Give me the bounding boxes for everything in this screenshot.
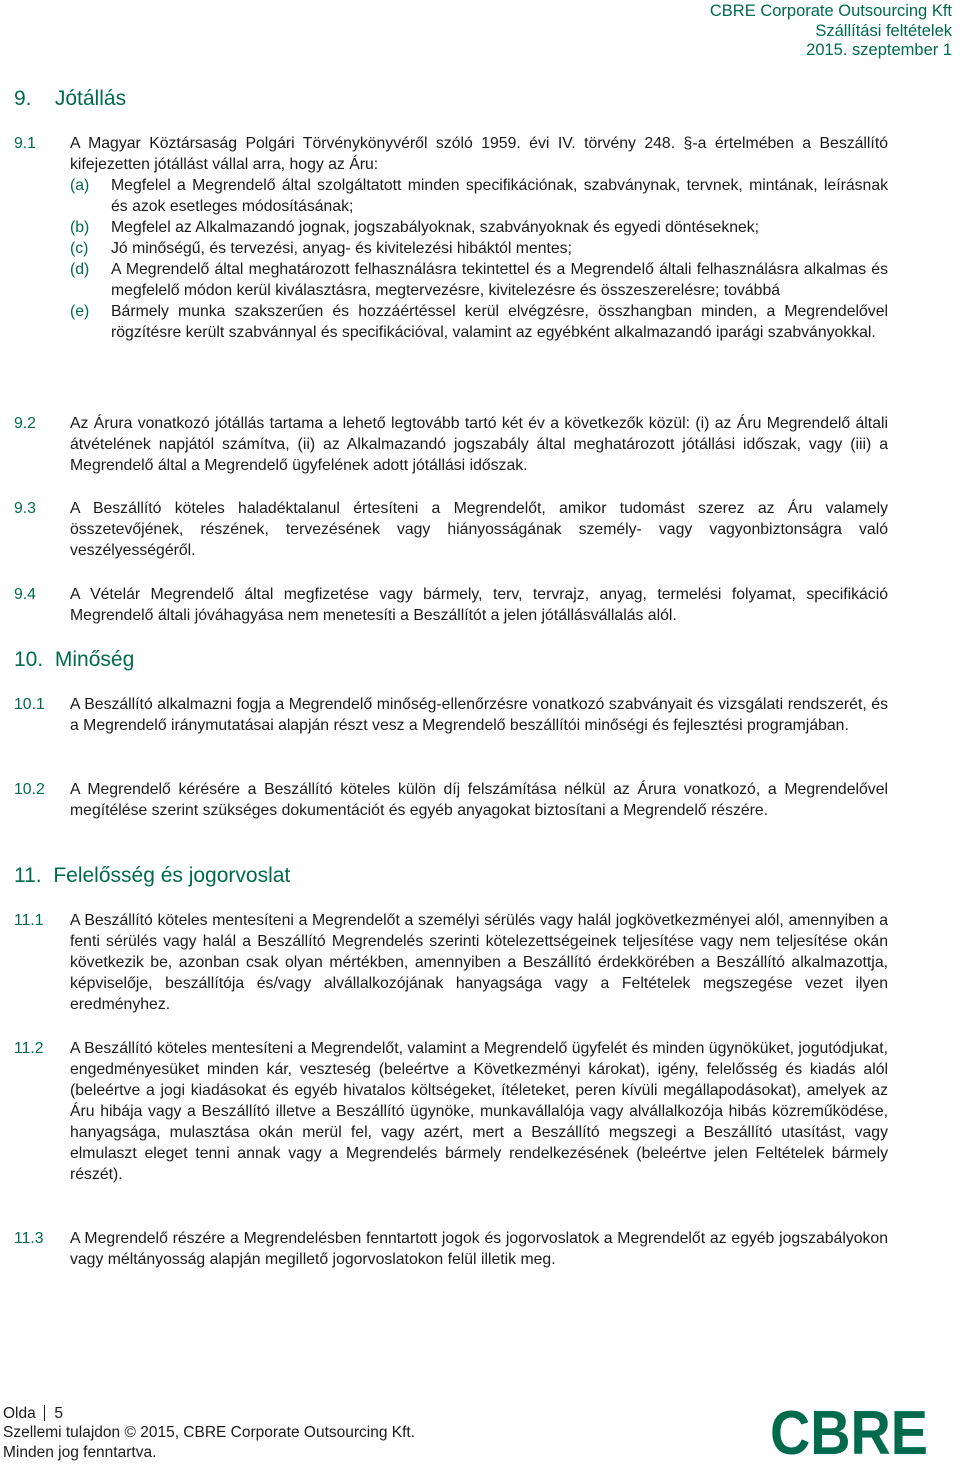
list-item — [14, 238, 888, 259]
clause-number: 9.1 — [14, 135, 36, 152]
copyright-text: Szellemi tulajdon © 2015, CBRE Corporate Outsourcing Kft. — [3, 1424, 416, 1441]
section-heading-9 — [14, 87, 126, 111]
clause-11-3 — [14, 1228, 888, 1270]
clause-number: 11.2 — [14, 1040, 44, 1057]
clause-9-4 — [14, 584, 888, 626]
clause-intro: A Magyar Köztársaság Polgári Törvénykönyvéről szóló 1959. évi IV. törvény 248. §-a értelmében a Beszállító kifejezetten jótállást vállal arra, hogy az Áru: — [70, 135, 888, 173]
list-label: (b) — [70, 219, 90, 236]
page-number: 5 — [54, 1404, 63, 1422]
section-number: 11. — [14, 864, 42, 887]
list-label: (d) — [70, 261, 90, 278]
list-item — [14, 259, 888, 301]
list-item — [14, 301, 888, 343]
clause-text: A Megrendelő részére a Megrendelésben fenntartott jogok és jogorvoslatok a Megrendelőt az egyéb jogszabályokon vagy méltányosság alapján megillető jogorvoslatokon felül illetik meg. — [70, 1230, 888, 1268]
clause-11-2 — [14, 1038, 888, 1185]
list-text: Megfelel az Alkalmazandó jognak, jogszabályoknak, szabványoknak és egyedi döntéseknek; — [111, 219, 760, 236]
page-number-line — [3, 1404, 415, 1424]
clause-10-1 — [14, 694, 888, 736]
section-number: 10. — [14, 648, 44, 671]
list-text: Jó minőségű, és tervezési, anyag- és kivitelezési hibáktól mentes; — [111, 240, 572, 257]
header-document-title: Szállítási feltételek — [815, 21, 952, 40]
clause-text: A Beszállító alkalmazni fogja a Megrendelő minőség-ellenőrzésre vonatkozó szabványait és vizsgálati rendszerét, és a Megrendelő iránymutatásai alapján részt vesz a Megrendelő beszállítói minőségi és fejlesztési programjában. — [70, 696, 888, 734]
page-label: Olda — [3, 1404, 36, 1422]
clause-text: Az Árura vonatkozó jótállás tartama a lehető legtovább tartó két év a következők közül: (i) az Áru Megrendelő általi átvételének napjától számítva, (ii) az Alkalmazandó jogszabály által meghatározott jótállási időszak, vagy (iii) a Megrendelő által a Megrendelő ügyfelének adott jótállási időszak. — [70, 415, 888, 474]
list-text: A Megrendelő által meghatározott felhasználásra tekintettel és a Megrendelő általi felhasználásra alkalmas és megfelelő módon kerül kiválasztásra, megtervezésre, kivitelezésre és összeszerelésre; továbbá — [111, 261, 888, 299]
clause-number: 11.3 — [14, 1230, 44, 1247]
header-date: 2015. szeptember 1 — [806, 41, 952, 59]
cbre-logo — [770, 1400, 930, 1465]
section-title: Minőség — [54, 648, 135, 671]
clause-number: 9.2 — [14, 415, 36, 432]
list-label: (e) — [70, 303, 90, 320]
clause-number: 10.1 — [14, 696, 45, 713]
clause-9-3 — [14, 498, 888, 561]
clause-text: A Vételár Megrendelő által megfizetése vagy bármely, terv, tervrajz, anyag, termelési folyamat, specifikáció Megrendelő általi jóváhagyása nem menetesíti a Beszállítót a jelen jótállásvállalás alól. — [70, 586, 888, 624]
clause-text: A Beszállító köteles mentesíteni a Megrendelőt a személyi sérülés vagy halál jogkövetkezményei alól, amennyiben a fenti sérülés vagy halál a Beszállító Megrendelés szerinti kötelezettségeinek teljesítése vagy nem teljesítése okán következik be, azonban csak olyan mértékben, amennyiben a Beszállító érdekkörében a Beszállító alkalmazottja, képviselője, beszállítója és/vagy alvállalkozójának hanyagsága vagy a Feltételek megszegése vezet ilyen eredményhez. — [70, 912, 888, 1013]
clause-11-1 — [14, 910, 888, 1015]
section-number: 9. — [14, 87, 32, 110]
clause-number: 11.1 — [14, 912, 44, 929]
list-text: Megfelel a Megrendelő által szolgáltatott minden specifikációnak, szabványnak, tervnek, mintának, leírásnak és azok esetleges módosításának; — [111, 177, 888, 215]
clause-text: A Megrendelő kérésére a Beszállító köteles külön díj felszámítása nélkül az Árura vonatkozó, a Megrendelővel megítélése szerint szükséges dokumentációt és egyéb anyagokat biztosítani a Megrendelő részére. — [70, 781, 888, 819]
clause-number: 9.4 — [14, 586, 36, 603]
clause-10-2 — [14, 779, 888, 821]
list-label: (c) — [70, 240, 89, 257]
list-label: (a) — [70, 177, 90, 194]
clause-9-1 — [14, 133, 888, 343]
clause-text: A Beszállító köteles mentesíteni a Megrendelőt, valamint a Megrendelő ügyfelét és minden ügynöküket, jogutódjukat, engedményesüket minden kár, veszteség (beleértve a Következményi károkat), igény, felelősség és kiadás alól (beleértve a jogi kiadásokat és egyéb hivatalos költségeket, ítéleteket, peren kívüli megállapodásokat), amelyek az Áru hibája vagy a Beszállító illetve a Beszállító ügynöke, munkavállalója vagy alvállalkozója hibás közreműködése, hanyagsága, mulasztása okán merül fel, vagy azért, mert a Beszállító megszegi a Beszállító utasítást, vagy elmulaszt eleget tenni annak vagy a Megrendelés bármely rendelkezésének (beleértve jelen Feltételek bármely részét). — [70, 1040, 888, 1183]
list-text: Bármely munka szakszerűen és hozzáértéssel kerül elvégzésre, összhangban minden, a Megrendelővel rögzítésre került szabvánnyal és specifikációval, valamint az egyébként alkalmazandó iparági szabványokkal. — [111, 303, 888, 341]
section-title: Felelősség és jogorvoslat — [53, 864, 291, 887]
cbre-logo-graphic — [770, 1400, 930, 1460]
list-item — [14, 217, 888, 238]
page-footer — [3, 1404, 415, 1463]
page-header — [710, 2, 952, 61]
page-divider — [44, 1405, 45, 1421]
clause-number: 10.2 — [14, 781, 45, 798]
section-heading-11 — [14, 864, 290, 888]
section-heading-10 — [14, 648, 134, 672]
section-title: Jótállás — [54, 87, 127, 110]
logo-text: CBRE — [770, 1400, 928, 1460]
clause-number: 9.3 — [14, 500, 36, 517]
clause-9-2 — [14, 413, 888, 476]
clause-text: A Beszállító köteles haladéktalanul értesíteni a Megrendelőt, amikor tudomást szerez az Áru valamely összetevőjének, részének, tervezésének vagy hiányosságának személy- vagy vagyonbiztonságra való veszélyességéről. — [70, 500, 888, 559]
header-company: CBRE Corporate Outsourcing Kft — [709, 2, 952, 20]
rights-text: Minden jog fenntartva. — [3, 1443, 157, 1461]
list-item — [14, 175, 888, 217]
